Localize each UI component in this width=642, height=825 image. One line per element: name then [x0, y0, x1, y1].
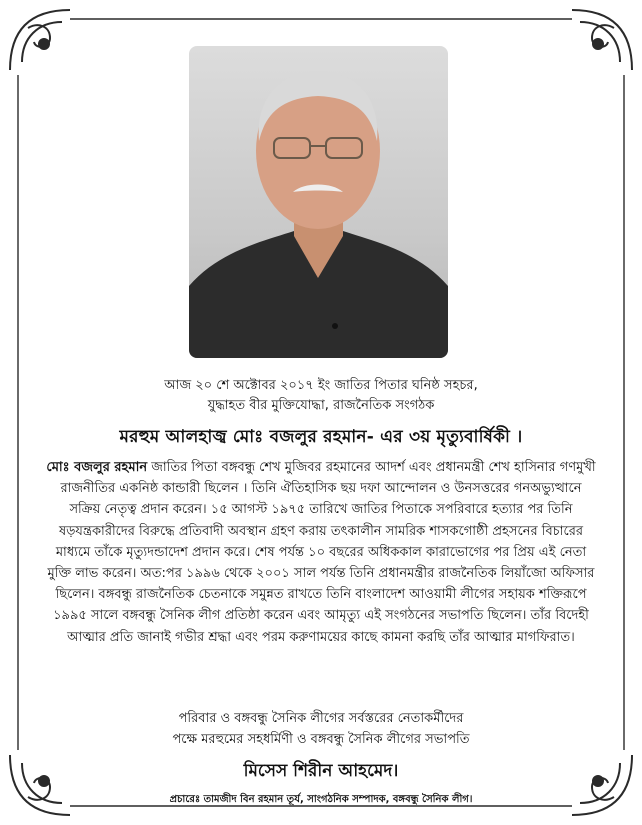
intro-text [40, 376, 602, 416]
signature-line-1: পরিবার ও বঙ্গবন্ধু সৈনিক লীগের সর্বস্তরের নেতাকর্মীদের [178, 711, 464, 726]
signature-block [40, 708, 602, 750]
corner-ornament-icon [10, 10, 70, 70]
intro-line-1: আজ ২০ শে অক্টোবর ২০১৭ ইং জাতির পিতার ঘনিষ্ঠ সহচর, [164, 378, 478, 393]
biography-lead-name: মোঃ বজলুর রহমান [46, 460, 148, 475]
intro-line-2: যুদ্ধাহত বীর মুক্তিযোদ্ধা, রাজনৈতিক সংগঠক [207, 398, 435, 413]
headline [40, 424, 602, 452]
portrait-photo [189, 46, 448, 358]
deceased-name: মরহুম আলহাজ্ব মোঃ বজলুর রহমান [119, 427, 367, 447]
publisher-footer: প্রচারেঃ তামজীদ বিন রহমান তূর্য, সাংগঠনিক সম্পাদক, বঙ্গবন্ধু সৈনিক লীগ। [169, 794, 473, 805]
signature-line-2: পক্ষে মরহুমের সহধর্মিণী ও বঙ্গবন্ধু সৈনিক লীগের সভাপতি [172, 732, 470, 747]
biography-paragraph [44, 457, 598, 648]
headline-suffix: - এর ৩য় মৃত্যুবার্ষিকী । [366, 427, 523, 447]
biography-text: জাতির পিতা বঙ্গবন্ধু শেখ মুজিবর রহমানের আদর্শ এবং প্রধানমন্ত্রী শেখ হাসিনার গণমুখী রাজনীতির একনিষ্ঠ কান্ডারী ছিলেন । তিনি ঐতিহাসিক ছয় দফা আন্দোলন ও উনসত্তরের গনঅভ্যুত্থানে সক্রিয় নেতৃত্ব প্রদান করেন। ১৫ আগস্ট ১৯৭৫ তারিখে জাতির পিতাকে সপরিবারে হত্যার পর তিনি ষড়যন্ত্রকারীদের বিরুদ্ধে প্রতিবাদী অবস্থান গ্রহণ করায় তৎকালীন সামরিক শাসকগোষ্ঠী প্রহসনের বিচারের মাধ্যমে তাঁকে মৃত্যুদন্ডাদেশ প্রদান করে। শেষ পর্যন্ত ১০ বছরের অধিককাল কারাভোগের পর প্রিয় এই নেতা মুক্তি লাভ করেন। অত:পর ১৯৯৬ থেকে ২০০১ সাল পর্যন্ত তিনি প্রধানমন্ত্রীর রাজনৈতিক লিয়াঁজো অফিসার ছিলেন। বঙ্গবন্ধু রাজনৈতিক চেতনাকে সমুন্নত রাখতে তিনি বাংলাদেশ আওয়ামী লীগের সহায়ক শক্তিরূপে ১৯৯৫ সালে বঙ্গবন্ধু সৈনিক লীগ প্রতিষ্ঠা করেন এবং আমৃত্যু এই সংগঠনের সভাপতি ছিলেন। তাঁর বিদেহী আত্মার প্রতি জানাই গভীর শ্রদ্ধা এবং পরম করুণাময়ের কাছে কামনা করছি তাঁর আত্মার মাগফিরাত। [47, 460, 596, 645]
signature-name: মিসেস শিরীন আহমেদ। [243, 761, 399, 781]
